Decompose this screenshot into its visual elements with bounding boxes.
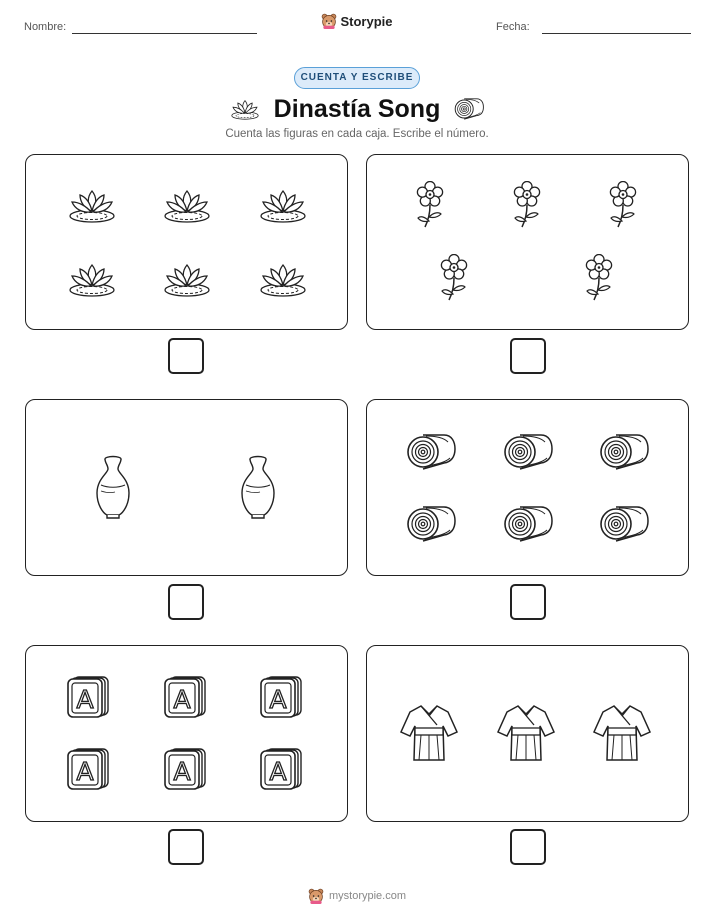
lotus-icon	[67, 259, 117, 299]
instructions: Cuenta las figuras en cada caja. Escribe el número.	[225, 128, 489, 140]
letter-block-icon	[66, 746, 112, 792]
scroll-icon	[503, 432, 553, 472]
answer-box[interactable]	[510, 338, 546, 374]
count-box-scroll	[366, 399, 689, 576]
title-row	[0, 92, 714, 126]
bear-mascot-icon	[308, 888, 324, 904]
lotus-icon	[230, 97, 260, 121]
flower-icon	[439, 254, 469, 302]
count-box-letter-block	[25, 645, 348, 822]
answer-box[interactable]	[168, 584, 204, 620]
count-box-flower	[366, 154, 689, 330]
scroll-icon	[599, 432, 649, 472]
flower-icon	[608, 181, 638, 229]
letter-block-icon	[259, 674, 305, 720]
footer-url[interactable]: mystorypie.com	[328, 890, 407, 902]
vase-icon	[238, 455, 278, 519]
robe-icon	[399, 699, 459, 767]
robe-icon	[592, 699, 652, 767]
answer-box[interactable]	[510, 829, 546, 865]
date-label: Fecha:	[496, 21, 530, 33]
count-box-robe	[366, 645, 689, 822]
name-label: Nombre:	[24, 21, 67, 33]
lotus-icon	[258, 185, 308, 225]
scroll-icon	[599, 504, 649, 544]
answer-box[interactable]	[168, 829, 204, 865]
robe-icon	[496, 699, 556, 767]
brand-logo	[0, 13, 714, 32]
bear-mascot-icon	[321, 13, 337, 29]
page-title: Dinastía Song	[273, 94, 441, 123]
activity-badge: CUENTA Y ESCRIBE	[294, 67, 420, 89]
flower-icon	[584, 254, 614, 302]
lotus-icon	[162, 259, 212, 299]
scroll-icon	[406, 504, 456, 544]
count-box-lotus	[25, 154, 348, 330]
lotus-icon	[67, 185, 117, 225]
footer	[0, 888, 714, 904]
letter-block-icon	[163, 746, 209, 792]
lotus-icon	[162, 185, 212, 225]
date-field-line[interactable]	[542, 33, 691, 34]
letter-block-icon	[259, 746, 305, 792]
scroll-icon	[406, 432, 456, 472]
answer-box[interactable]	[510, 584, 546, 620]
count-box-vase	[25, 399, 348, 576]
flower-icon	[512, 181, 542, 229]
scroll-icon	[454, 97, 484, 121]
name-field-line[interactable]	[72, 33, 257, 34]
brand-name: Storypie	[340, 13, 393, 29]
letter-block-icon	[163, 674, 209, 720]
flower-icon	[415, 181, 445, 229]
letter-block-icon	[66, 674, 112, 720]
scroll-icon	[503, 504, 553, 544]
lotus-icon	[258, 259, 308, 299]
vase-icon	[93, 455, 133, 519]
answer-box[interactable]	[168, 338, 204, 374]
